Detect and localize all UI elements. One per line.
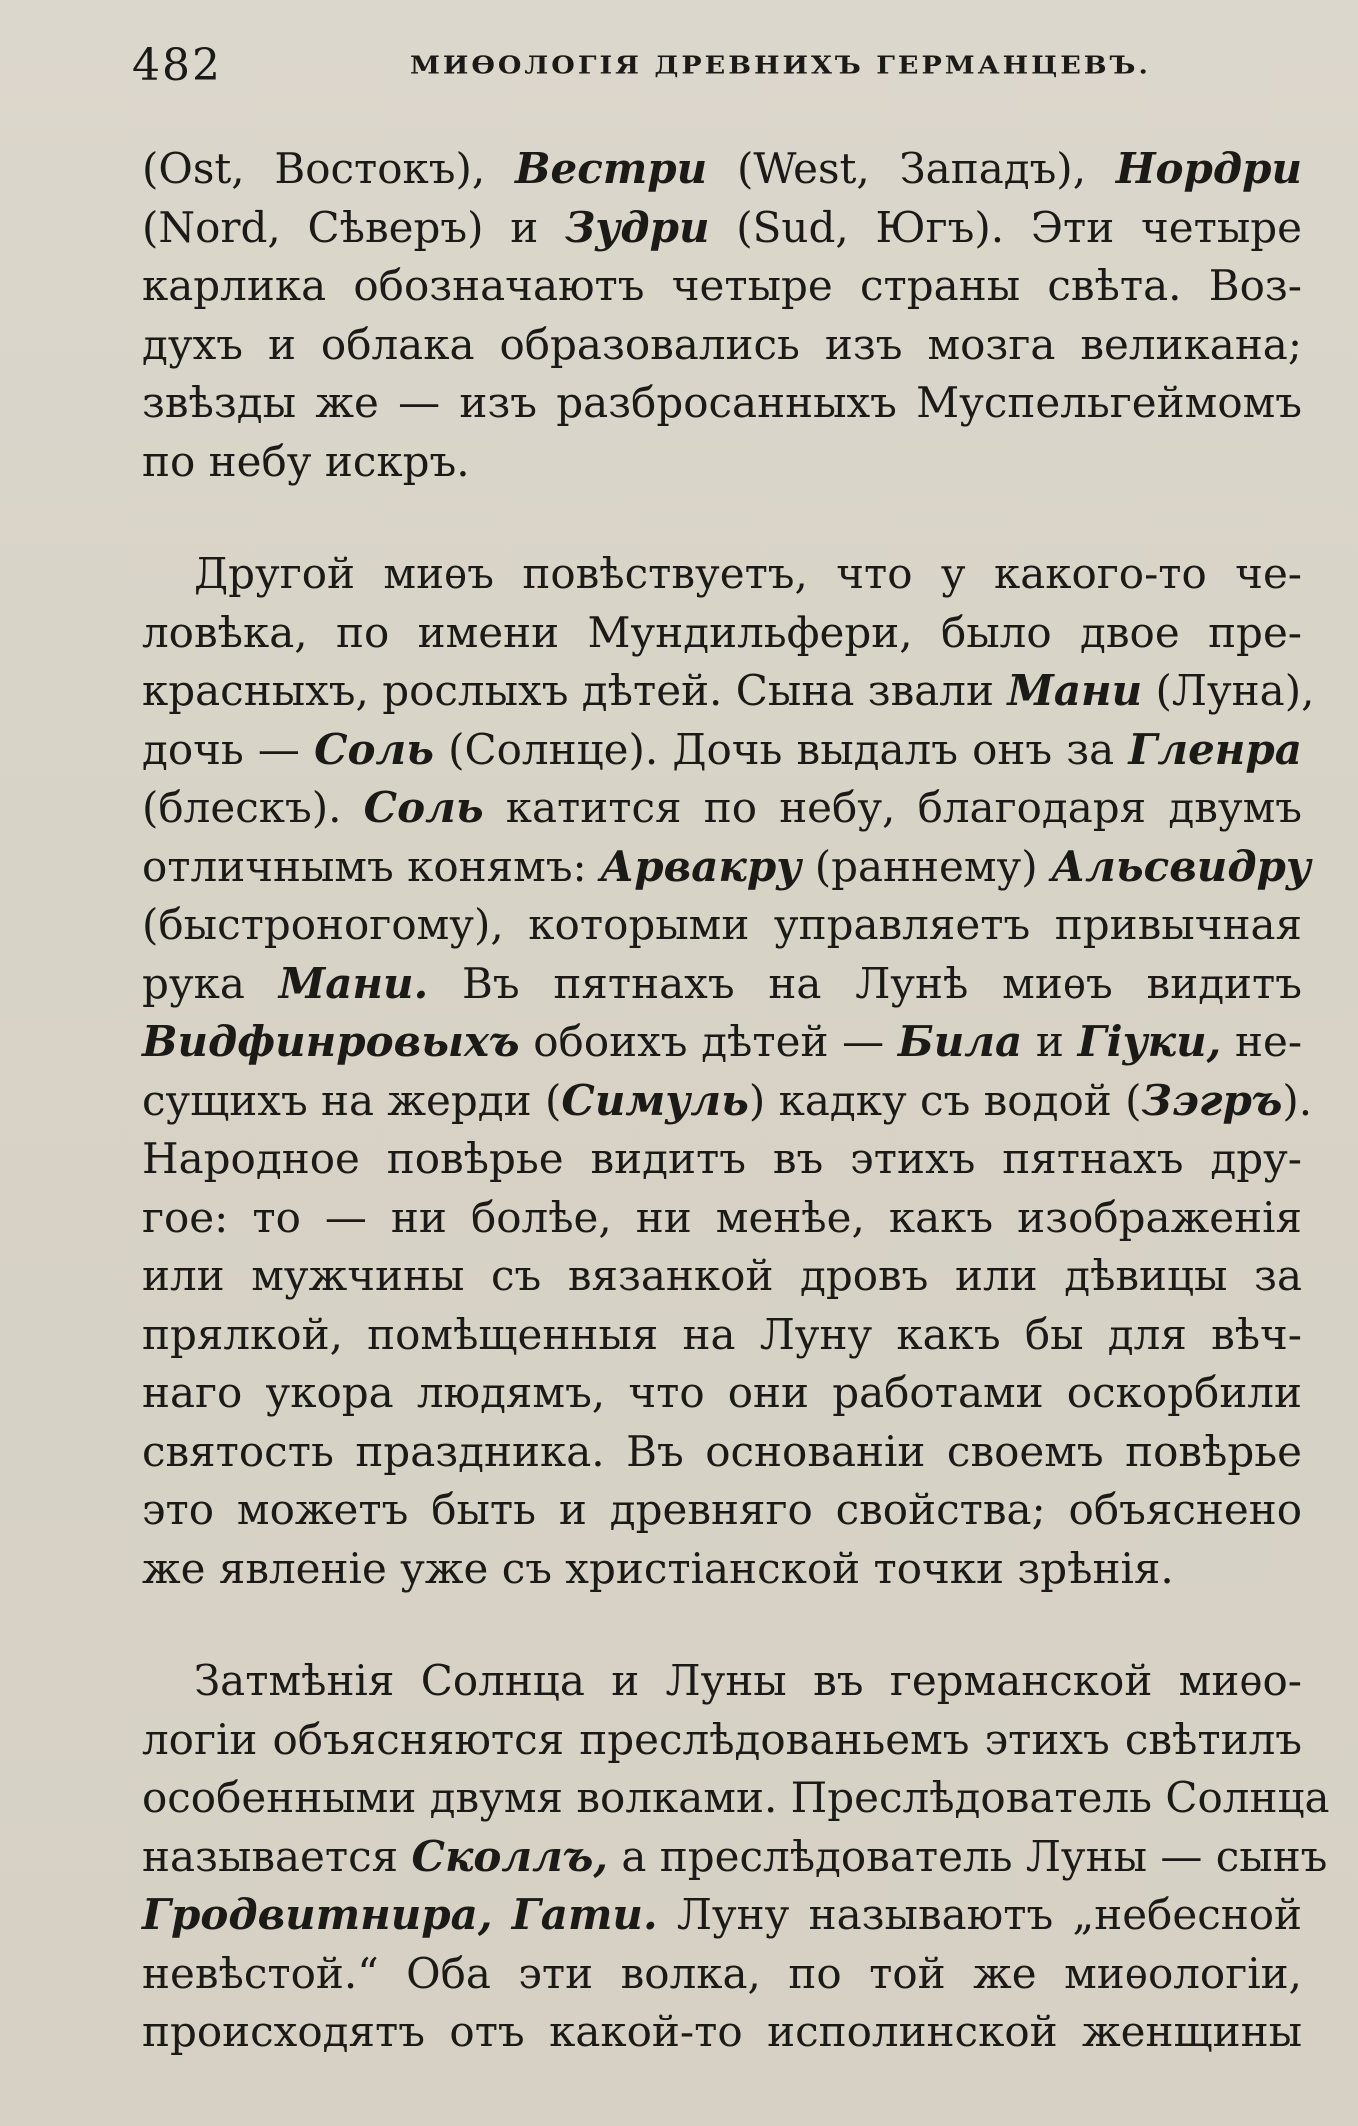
text-run: или мужчины съ вязанкой дровъ или дѣвицы за [142,1251,1302,1300]
text-run: невѣстой.“ Оба эти волка, по той же миѳологіи, [142,1948,1302,1998]
emphasized-name: Зудри [564,202,710,252]
text-run: (Nord, Сѣверъ) и [142,202,565,252]
paragraph [142,140,1302,491]
text-line [142,1247,1302,1306]
emphasized-name: Гати. [511,1890,658,1939]
emphasized-name: Соль [314,724,434,774]
text-run: отличнымъ конямъ: [142,841,601,891]
emphasized-name: Мани. [278,958,429,1008]
text-run: рука [142,958,279,1008]
text-line [142,545,1302,604]
text-line [142,140,1302,199]
text-line [142,433,1302,492]
text-run: ) кадку съ водой ( [748,1075,1142,1125]
text-run: Луну называютъ „небесной [657,1890,1302,1939]
text-run: ). [1282,1075,1313,1125]
text-line [142,896,1302,955]
text-line [142,1711,1302,1770]
text-run: (раннему) [801,841,1051,891]
emphasized-name: Била [897,1017,1023,1066]
text-run: карлика обозначаютъ четыре страны свѣта. Воз- [142,261,1302,310]
text-run: (Ost, Востокъ), [142,144,516,193]
emphasized-name: Вестри [515,144,708,193]
text-line [142,662,1315,721]
text-line [142,1886,1302,1945]
text-run: звѣзды же — изъ разбросанныхъ Муспельгеймомъ [142,378,1302,427]
text-run: и [1022,1017,1078,1066]
text-run [493,1890,512,1939]
text-run: (Луна), [1142,666,1315,715]
text-line [142,955,1302,1014]
text-line [142,1945,1302,2004]
text-run: не- [1221,1017,1303,1066]
text-line [142,1364,1302,1423]
text-run: Народное повѣрье видитъ въ этихъ пятнахъ дру- [142,1134,1302,1183]
text-run: по небу искръ. [142,436,470,486]
text-run: Затмѣнія Солнца и Луны въ германской миѳо- [194,1656,1302,1705]
text-run: же явленіе уже съ христіанской точки зрѣнія. [142,1543,1174,1593]
text-run: Другой миѳъ повѣствуетъ, что у какого-то че- [194,549,1302,598]
text-run: святость праздника. Въ основаніи своемъ повѣрье [142,1426,1302,1476]
text-run: особенными двумя волками. Преслѣдователь Солнца [142,1773,1330,1822]
text-run: Въ пятнахъ на Лунѣ миѳъ видитъ [428,958,1302,1008]
text-run: сущихъ на жерди ( [142,1075,562,1125]
text-run: прялкой, помѣщенныя на Луну какъ бы для вѣч- [142,1309,1302,1359]
text-run: это можетъ быть и древняго свойства; объяснено [142,1485,1302,1534]
text-line [142,1306,1302,1365]
text-run: (Солнце). Дочь выдалъ онъ за [433,724,1129,774]
emphasized-name: Арвакру [600,841,802,891]
emphasized-name: Нордри [1115,144,1302,193]
text-line [142,1652,1302,1711]
text-run: гое: то — ни болѣе, ни менѣе, какъ изображенія [142,1192,1302,1242]
text-line [142,1130,1302,1189]
text-line [142,2003,1302,2062]
paragraph [142,545,1315,1598]
text-run: (блескъ). [142,783,364,832]
text-run: катится по небу, благодаря двумъ [483,783,1302,832]
emphasized-name: Симуль [561,1075,749,1125]
text-line [142,199,1302,258]
text-line [142,1423,1302,1482]
text-run: (West, Западъ), [707,144,1116,193]
paragraph [142,1652,1330,2062]
running-title: МИѲОЛОГІЯ ДРЕВНИХЪ ГЕРМАНЦЕВЪ. [410,52,1151,80]
text-line [142,604,1302,663]
emphasized-name: Гродвитнира, [142,1890,493,1939]
emphasized-name: Мани [1007,666,1143,715]
text-run: называется [142,1831,412,1881]
emphasized-name: Видфинровыхъ [142,1017,520,1066]
text-line [142,1481,1302,1540]
page-number: 482 [132,40,222,91]
emphasized-name: Гленра [1128,724,1302,774]
text-line [142,779,1302,838]
emphasized-name: Гіуки, [1077,1017,1222,1066]
text-line [142,1769,1330,1828]
text-line [142,1013,1302,1072]
text-run: дочь — [142,724,315,774]
text-run: (быстроногому), которыми управляетъ привычная [142,900,1302,949]
text-run: логіи объясняются преслѣдованьемъ этихъ свѣтилъ [142,1714,1302,1764]
emphasized-name: Соль [363,783,484,832]
text-run: духъ и облака образовались изъ мозга великана; [142,319,1302,369]
emphasized-name: Зэгръ [1141,1075,1283,1125]
text-run: происходятъ отъ какой-то исполинской женщины [142,2007,1302,2056]
text-line [142,374,1302,433]
text-run: красныхъ, рослыхъ дѣтей. Сына звали [142,666,1008,715]
body-text [142,140,1330,2116]
text-line [142,1189,1302,1248]
text-line [142,1828,1328,1887]
text-line [142,1540,1302,1599]
emphasized-name: Сколлъ, [411,1831,609,1881]
text-line [142,257,1302,316]
text-line [142,838,1312,897]
text-run: обоихъ дѣтей — [519,1017,898,1066]
text-line [142,721,1302,780]
text-run: наго укора людямъ, что они работами оскорбили [142,1368,1302,1417]
text-run: ловѣка, по имени Мундильфери, было двое пре- [142,607,1302,657]
text-line [142,1072,1313,1131]
text-run: (Sud, Югъ). Эти четыре [709,202,1302,252]
text-line [142,316,1302,375]
text-run: а преслѣдователь Луны — сынъ [608,1831,1328,1881]
emphasized-name: Альсвидру [1050,841,1312,891]
